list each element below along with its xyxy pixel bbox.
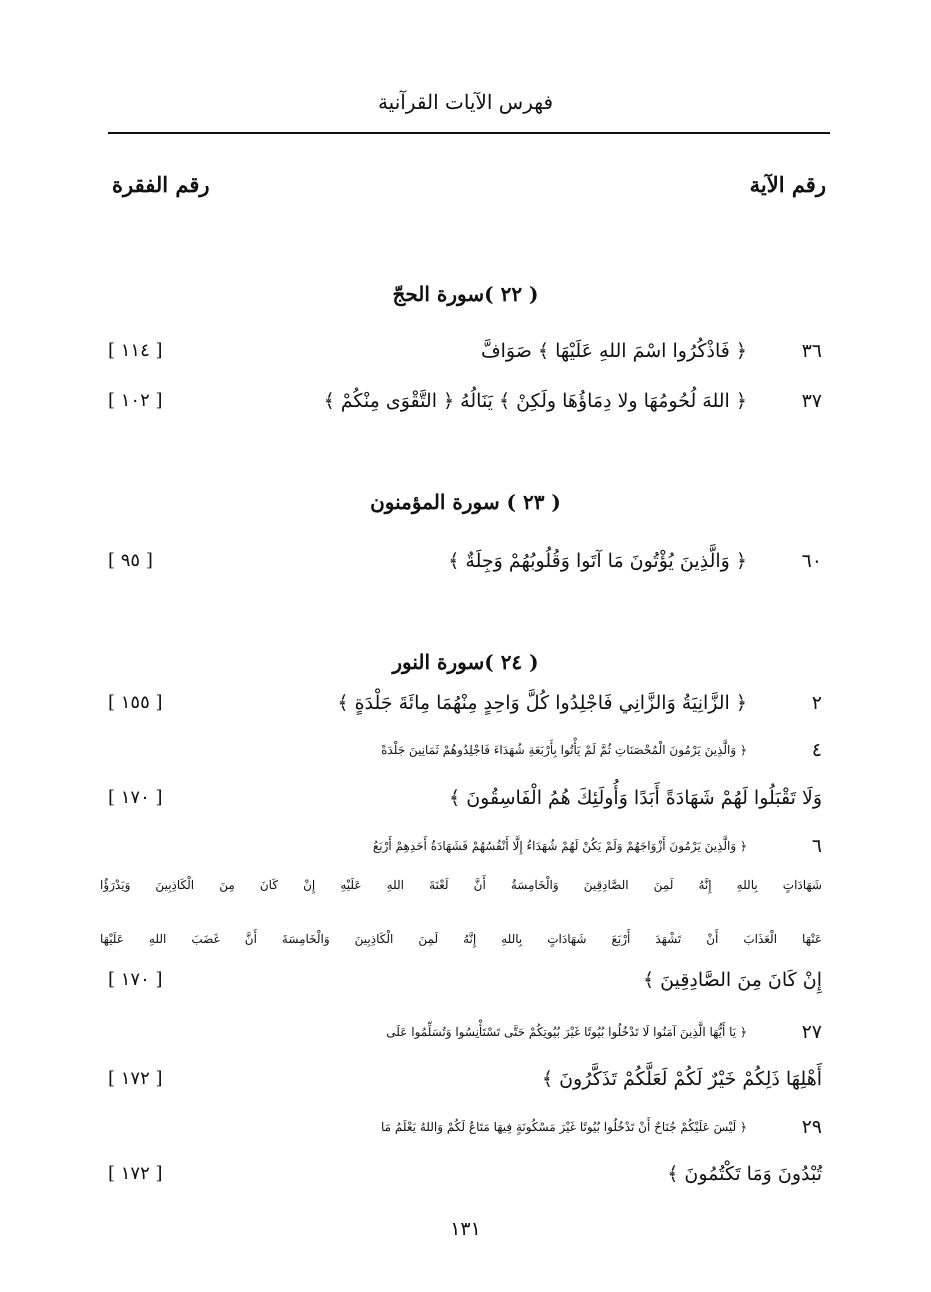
- verse-text: ﴿ لَيْسَ عَلَيْكُمْ جُنَاحٌ أَنْ تَدْخُلُوا بُيُوتًا غَيْرَ مَسْكُونَةٍ فِيهَا مَتَاعٌ لَكُمْ وَاللهُ يَعْلَمُ مَا: [381, 1120, 747, 1134]
- paragraph-reference: [ ١٧٠ ]: [108, 969, 163, 990]
- paragraph-reference: [ ١٧٠ ]: [108, 787, 163, 808]
- verse-text: ﴿ وَالَّذِينَ يَرْمُونَ أَزْوَاجَهُمْ وَلَمْ يَكُنْ لَهُمْ شُهَدَاءُ إِلَّا أَنْفُسُهُمْ فَشَهَادَةُ أَحَدِهِمْ أَرْبَعُ: [372, 839, 747, 853]
- index-entry-continuation: [100, 781, 822, 815]
- verse-number: ٦: [811, 835, 822, 857]
- index-entry: [100, 544, 822, 578]
- paragraph-reference: [ ١١٤ ]: [108, 340, 163, 361]
- index-entry: [100, 1015, 822, 1049]
- verse-text: ﴿ وَالَّذِينَ يَرْمُونَ الْمُحْصَنَاتِ ثُمَّ لَمْ يَأْتُوا بِأَرْبَعَةِ شُهَدَاءَ فَاجْلِدُوهُمْ ثَمَانِينَ جَلْدَةً: [381, 743, 747, 757]
- column-header-paragraph-number: رقم الفقرة: [112, 172, 210, 197]
- surah-heading: ( ٢٤ )سورة النور: [392, 650, 539, 674]
- page-number: ١٣١: [450, 1218, 481, 1240]
- paragraph-reference: [ ١٧٢ ]: [108, 1068, 163, 1089]
- verse-number: ٢٩: [801, 1116, 822, 1138]
- index-entry: [100, 334, 822, 368]
- header-rule: [108, 132, 830, 134]
- index-entry-continuation: [100, 1062, 822, 1096]
- verse-number: ٤: [811, 739, 822, 761]
- surah-heading: ( ٢٢ )سورة الحجّ: [392, 282, 539, 306]
- verse-number: ٢: [811, 692, 822, 714]
- verse-text: عَنْهَا الْعَذَابَ أَنْ تَشْهَدَ أَرْبَعَ شَهَادَاتٍ بِاللهِ إِنَّهُ لَمِنَ الْكَاذِبِينَ وَالْخَامِسَةَ أَنَّ غَضَبَ اللهِ عَلَيْهَا: [100, 932, 822, 946]
- verse-text: ﴿ وَالَّذِينَ يُؤْتُونَ مَا آتَوا وَقُلُوبُهُمْ وَجِلَةٌ ﴾: [448, 550, 747, 572]
- column-header-verse-number: رقم الآية: [749, 172, 826, 197]
- paragraph-reference: [ ١٥٥ ]: [108, 692, 163, 713]
- verse-number: ٣٦: [801, 340, 822, 362]
- verse-text: شَهَادَاتٍ بِاللهِ إِنَّهُ لَمِنَ الصَّادِقِينَ وَالْخَامِسَةُ أَنَّ لَعْنَةَ اللهِ عَلَيْهِ إِنْ كَانَ مِنَ الْكَاذِبِينَ وَيَدْرَؤُا: [100, 878, 822, 892]
- index-entry-continuation: [100, 868, 822, 902]
- index-entry-continuation: [100, 1157, 822, 1191]
- paragraph-reference: [ ١٧٢ ]: [108, 1163, 163, 1184]
- index-entry: [100, 1110, 822, 1144]
- verse-text: وَلَا تَقْبَلُوا لَهُمْ شَهَادَةً أَبَدًا وَأُولَئِكَ هُمُ الْفَاسِقُونَ ﴾: [449, 787, 822, 809]
- index-entry: [100, 686, 822, 720]
- surah-heading: ( ٢٣ ) سورة المؤمنون: [370, 490, 561, 514]
- running-header-title: فهرس الآيات القرآنية: [377, 90, 554, 114]
- verse-text: ﴿ اللهَ لُحُومُهَا ولا دِمَاؤُهَا ولَكِنْ ﴾ يَنَالُهُ ﴿ التَّقْوَى مِنْكُمْ ﴾: [323, 390, 747, 412]
- verse-text: ﴿ الزَّانِيَةُ وَالزَّانِي فَاجْلِدُوا كُلَّ وَاحِدٍ مِنْهُمَا مِائَةَ جَلْدَةٍ ﴾: [337, 692, 747, 714]
- verse-text: تُبْدُونَ وَمَا تَكْتُمُونَ ﴾: [667, 1163, 822, 1185]
- paragraph-reference: [ ١٠٢ ]: [108, 390, 163, 411]
- verse-text: ﴿ فَاذْكُرُوا اسْمَ اللهِ عَلَيْهَا ﴾ صَوَافَّ: [480, 340, 747, 362]
- verse-number: ٣٧: [801, 390, 822, 412]
- verse-text: أَهْلِهَا ذَلِكُمْ خَيْرٌ لَكُمْ لَعَلَّكُمْ تَذَكَّرُونَ ﴾: [541, 1068, 822, 1090]
- verse-text: إِنْ كَانَ مِنَ الصَّادِقِينَ ﴾: [642, 969, 822, 991]
- index-entry-continuation: [100, 922, 822, 956]
- index-entry: [100, 829, 822, 863]
- index-entry: [100, 384, 822, 418]
- paragraph-reference: [ ٩٥ ]: [108, 550, 153, 571]
- verse-number: ٦٠: [801, 550, 822, 572]
- verse-number: ٢٧: [801, 1021, 822, 1043]
- verse-text: ﴿ يَا أَيُّهَا الَّذِينَ آمَنُوا لَا تَدْخُلُوا بُيُوتًا غَيْرَ بُيُوتِكُمْ حَتَّى تَسْتَأْنِسُوا وَتُسَلِّمُوا عَلَى: [386, 1025, 747, 1039]
- index-entry: [100, 733, 822, 767]
- index-entry-continuation: [100, 963, 822, 997]
